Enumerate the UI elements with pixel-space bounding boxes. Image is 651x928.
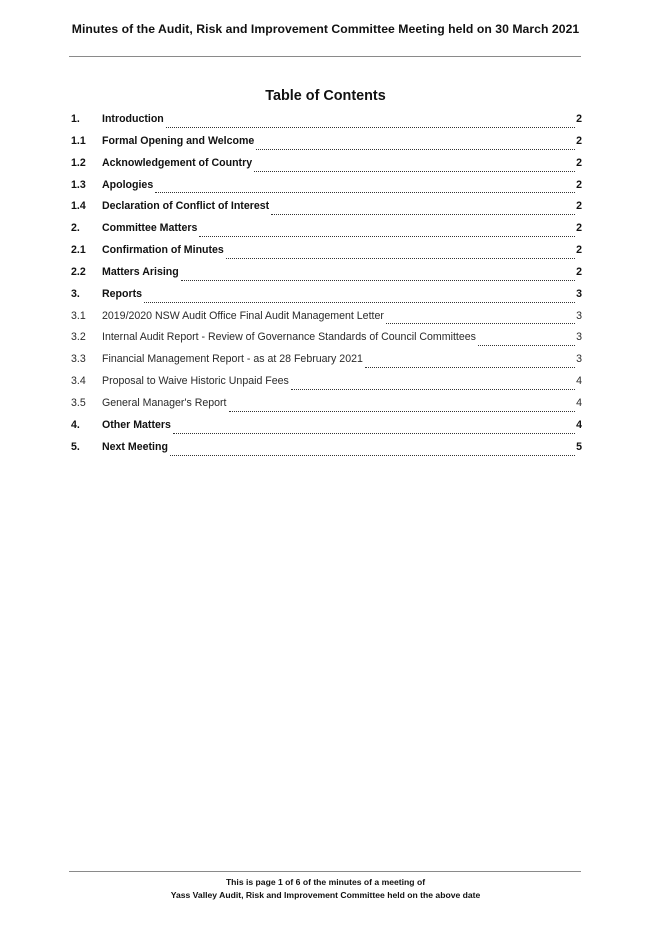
toc-dot-leader — [226, 246, 575, 259]
toc-entry[interactable] — [71, 417, 582, 439]
toc-entry-number: 1.3 — [71, 178, 86, 191]
toc-entry-title[interactable]: Financial Management Report - as at 28 February 2021 — [102, 353, 363, 366]
toc-dot-leader — [365, 355, 575, 368]
toc-dot-leader — [155, 180, 575, 193]
page-footer — [0, 876, 651, 901]
toc-entry-page[interactable]: 2 — [576, 178, 582, 191]
toc-entry-number: 5. — [71, 440, 80, 453]
toc-entry-title[interactable]: Introduction — [102, 113, 164, 125]
toc-entry-page[interactable]: 2 — [576, 222, 582, 235]
toc-entry-title[interactable]: Internal Audit Report - Review of Governance Standards of Council Committees — [102, 331, 476, 344]
toc-dot-leader — [256, 137, 575, 150]
toc-dot-leader — [254, 159, 575, 172]
toc-entry-title[interactable]: Confirmation of Minutes — [102, 244, 224, 257]
toc-entry-page[interactable]: 2 — [576, 200, 582, 213]
toc-entry-number: 1.4 — [71, 200, 86, 213]
toc-entry-page[interactable]: 3 — [576, 331, 582, 344]
page-header: Minutes of the Audit, Risk and Improvement Committee Meeting held on 30 March 2021 — [71, 22, 580, 36]
toc-entry-page[interactable]: 3 — [576, 309, 582, 322]
toc-entry-number: 1.2 — [71, 156, 86, 169]
footer-line-1: This is page 1 of 6 of the minutes of a meeting of — [225, 877, 426, 887]
table-of-contents — [71, 111, 582, 461]
toc-entry[interactable] — [71, 351, 582, 373]
toc-entry[interactable] — [71, 155, 582, 177]
toc-entry[interactable] — [71, 373, 582, 395]
toc-entry-number: 3.1 — [71, 309, 86, 322]
toc-entry-title[interactable]: Next Meeting — [102, 440, 168, 453]
toc-entry-number: 3.2 — [71, 331, 86, 344]
toc-entry-title[interactable]: Committee Matters — [102, 222, 198, 235]
toc-entry-title[interactable]: Formal Opening and Welcome — [102, 134, 255, 147]
toc-dot-leader — [199, 224, 575, 237]
toc-entry-number: 2.1 — [71, 244, 86, 257]
toc-dot-leader — [144, 290, 575, 303]
toc-dot-leader — [386, 311, 575, 324]
toc-entry-title[interactable]: Matters Arising — [102, 265, 179, 278]
toc-entry-page[interactable]: 2 — [576, 244, 582, 257]
toc-entry-page[interactable]: 4 — [576, 396, 582, 409]
toc-entry-page[interactable]: 4 — [576, 375, 582, 388]
toc-entry-title[interactable]: Proposal to Waive Historic Unpaid Fees — [102, 375, 289, 388]
header-divider — [69, 56, 581, 57]
toc-entry-number: 2. — [71, 222, 80, 235]
toc-entry-page[interactable]: 3 — [576, 353, 582, 366]
toc-entry-title[interactable]: Reports — [102, 287, 143, 300]
toc-entry-title[interactable]: Acknowledgement of Country — [102, 156, 253, 169]
toc-entry-title[interactable]: General Manager's Report — [102, 396, 227, 409]
toc-entry-number: 1.1 — [71, 134, 86, 147]
toc-entry[interactable] — [71, 264, 582, 286]
toc-dot-leader — [173, 421, 575, 434]
toc-entry-number: 3.3 — [71, 353, 86, 366]
toc-dot-leader — [229, 399, 576, 412]
toc-dot-leader — [478, 333, 575, 346]
toc-entry[interactable] — [71, 286, 582, 308]
toc-dot-leader — [291, 377, 575, 390]
toc-entry-page[interactable]: 2 — [576, 134, 582, 147]
toc-entry[interactable] — [71, 308, 582, 330]
toc-dot-leader — [166, 115, 575, 128]
toc-dot-leader — [181, 268, 575, 281]
toc-entry[interactable] — [71, 198, 582, 220]
toc-entry-number: 3.5 — [71, 396, 86, 409]
toc-entry-page[interactable]: 2 — [576, 113, 582, 125]
toc-dot-leader — [170, 443, 575, 456]
toc-entry-page[interactable]: 2 — [576, 265, 582, 278]
toc-entry[interactable] — [71, 395, 582, 417]
toc-entry-number: 4. — [71, 418, 80, 431]
toc-entry[interactable] — [71, 220, 582, 242]
toc-entry-title[interactable]: Declaration of Conflict of Interest — [102, 200, 270, 213]
toc-entry[interactable] — [71, 111, 582, 133]
toc-entry-page[interactable]: 2 — [576, 156, 582, 169]
toc-entry-title[interactable]: 2019/2020 NSW Audit Office Final Audit Management Letter — [102, 309, 384, 322]
toc-entry-page[interactable]: 5 — [576, 440, 582, 453]
toc-entry-title[interactable]: Other Matters — [102, 418, 171, 431]
toc-entry[interactable] — [71, 329, 582, 351]
toc-entry[interactable] — [71, 242, 582, 264]
toc-entry[interactable] — [71, 177, 582, 199]
toc-heading: Table of Contents — [265, 88, 386, 104]
toc-entry-number: 1. — [71, 113, 80, 125]
toc-entry-number: 3.4 — [71, 375, 86, 388]
toc-entry-number: 3. — [71, 287, 80, 300]
toc-entry-number: 2.2 — [71, 265, 86, 278]
toc-entry-title[interactable]: Apologies — [102, 178, 154, 191]
footer-line-2: Yass Valley Audit, Risk and Improvement Committee held on the above date — [170, 889, 481, 900]
toc-entry-page[interactable]: 3 — [576, 287, 582, 300]
footer-divider — [69, 871, 581, 872]
toc-entry[interactable] — [71, 133, 582, 155]
toc-dot-leader — [271, 202, 575, 215]
toc-entry[interactable] — [71, 439, 582, 461]
toc-entry-page[interactable]: 4 — [576, 418, 582, 431]
